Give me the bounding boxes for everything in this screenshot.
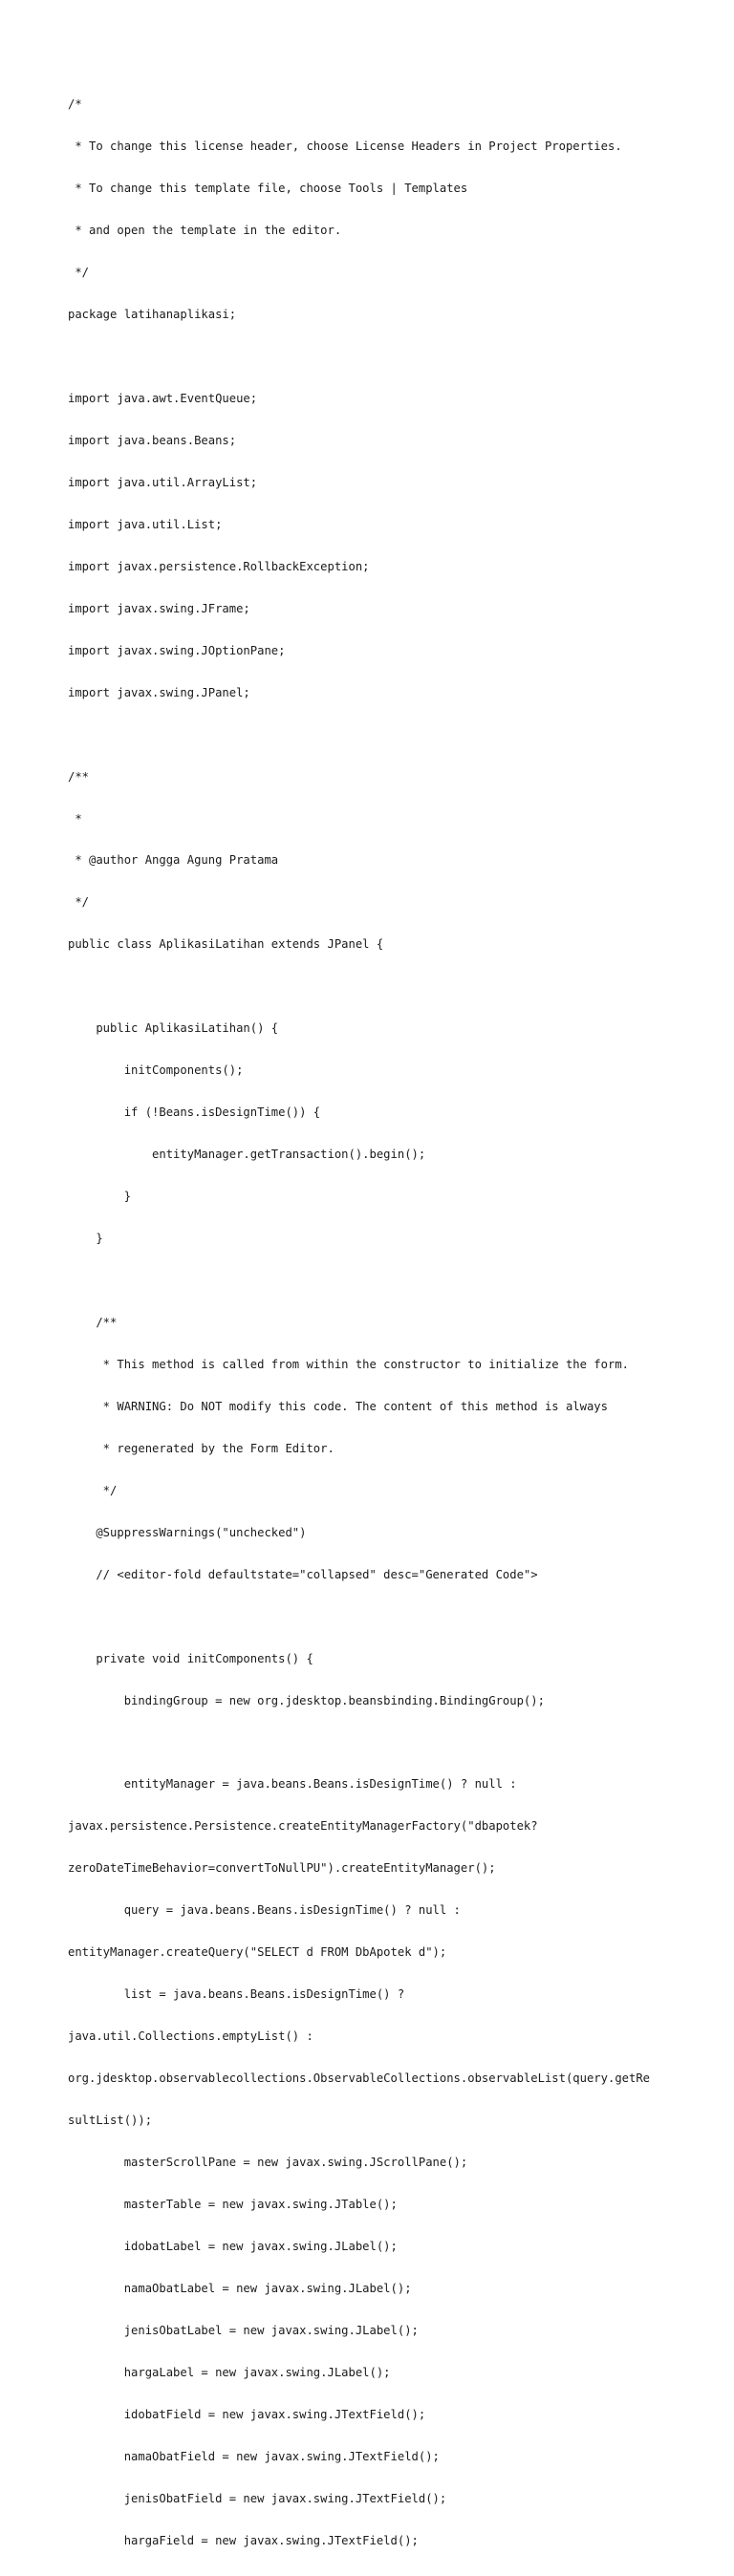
code-line: idobatLabel = new javax.swing.JLabel(); — [68, 2239, 398, 2253]
code-line: */ — [68, 266, 90, 280]
code-line: * and open the template in the editor. — [68, 224, 342, 238]
code-line: package latihanaplikasi; — [68, 308, 237, 322]
code-line: /** — [68, 769, 90, 784]
code-line: bindingGroup = new org.jdesktop.beansbinding.BindingGroup(); — [68, 1693, 545, 1707]
source-code-block — [68, 70, 718, 2576]
code-line: entityManager.createQuery("SELECT d FROM DbApotek d"); — [68, 1945, 447, 1960]
code-line: * WARNING: Do NOT modify this code. The content of this method is always — [68, 1399, 608, 1413]
code-line: javax.persistence.Persistence.createEntityManagerFactory("dbapotek? — [68, 1819, 538, 1834]
code-line: namaObatLabel = new javax.swing.JLabel(); — [68, 2281, 412, 2295]
code-line — [68, 979, 718, 994]
code-line: } — [68, 1190, 132, 1204]
code-line: masterTable = new javax.swing.JTable(); — [68, 2197, 398, 2211]
code-line: masterScrollPane = new javax.swing.JScrollPane(); — [68, 2156, 468, 2170]
code-line — [68, 1735, 718, 1750]
code-line: import javax.swing.JFrame; — [68, 601, 250, 615]
code-line: import java.util.ArrayList; — [68, 475, 258, 489]
code-line: jenisObatField = new javax.swing.JTextField(); — [68, 2491, 447, 2505]
code-line: import java.beans.Beans; — [68, 433, 237, 447]
code-line: sultList()); — [68, 2114, 153, 2128]
code-line: * To change this license header, choose License Headers in Project Properties. — [68, 140, 622, 154]
code-line: query = java.beans.Beans.isDesignTime() ? null : — [68, 1903, 461, 1918]
code-line: * regenerated by the Form Editor. — [68, 1441, 335, 1455]
code-line: java.util.Collections.emptyList() : — [68, 2029, 313, 2044]
code-line: hargaLabel = new javax.swing.JLabel(); — [68, 2365, 391, 2379]
code-line — [68, 350, 718, 364]
code-line: entityManager = java.beans.Beans.isDesignTime() ? null : — [68, 1777, 517, 1792]
code-line: import javax.swing.JOptionPane; — [68, 643, 286, 657]
code-line: import javax.swing.JPanel; — [68, 685, 250, 699]
code-line: initComponents(); — [68, 1063, 244, 1078]
code-line: import java.util.List; — [68, 517, 223, 531]
code-line — [68, 1610, 718, 1624]
code-line: * @author Angga Agung Pratama — [68, 853, 279, 868]
code-line: private void initComponents() { — [68, 1651, 313, 1665]
code-line: import java.awt.EventQueue; — [68, 391, 258, 405]
code-line: * This method is called from within the constructor to initialize the form. — [68, 1357, 629, 1371]
code-line: } — [68, 1232, 103, 1246]
code-line: // <editor-fold defaultstate="collapsed" desc="Generated Code"> — [68, 1567, 538, 1581]
code-line: */ — [68, 895, 90, 910]
code-line: import javax.persistence.RollbackException; — [68, 559, 370, 573]
code-line — [68, 728, 718, 742]
code-line: */ — [68, 1483, 118, 1497]
code-line: namaObatField = new javax.swing.JTextField(); — [68, 2449, 440, 2463]
code-line: @SuppressWarnings("unchecked") — [68, 1525, 307, 1539]
code-line: entityManager.getTransaction().begin(); — [68, 1148, 426, 1162]
code-line: public AplikasiLatihan() { — [68, 1021, 279, 1036]
code-line: if (!Beans.isDesignTime()) { — [68, 1106, 321, 1120]
code-line: jenisObatLabel = new javax.swing.JLabel(); — [68, 2323, 419, 2337]
code-line: hargaField = new javax.swing.JTextField(); — [68, 2533, 419, 2547]
code-line: /* — [68, 97, 82, 112]
code-line: * — [68, 811, 82, 826]
code-line: zeroDateTimeBehavior=convertToNullPU").createEntityManager(); — [68, 1861, 496, 1876]
code-line: idobatField = new javax.swing.JTextField(); — [68, 2407, 426, 2421]
code-line: * To change this template file, choose Tools | Templates — [68, 182, 468, 196]
code-line: org.jdesktop.observablecollections.ObservableCollections.observableList(query.getRe — [68, 2072, 651, 2086]
code-line — [68, 1274, 718, 1288]
code-line: public class AplikasiLatihan extends JPanel { — [68, 937, 384, 952]
code-line: /** — [68, 1315, 118, 1329]
code-line: list = java.beans.Beans.isDesignTime() ? — [68, 1987, 405, 2002]
